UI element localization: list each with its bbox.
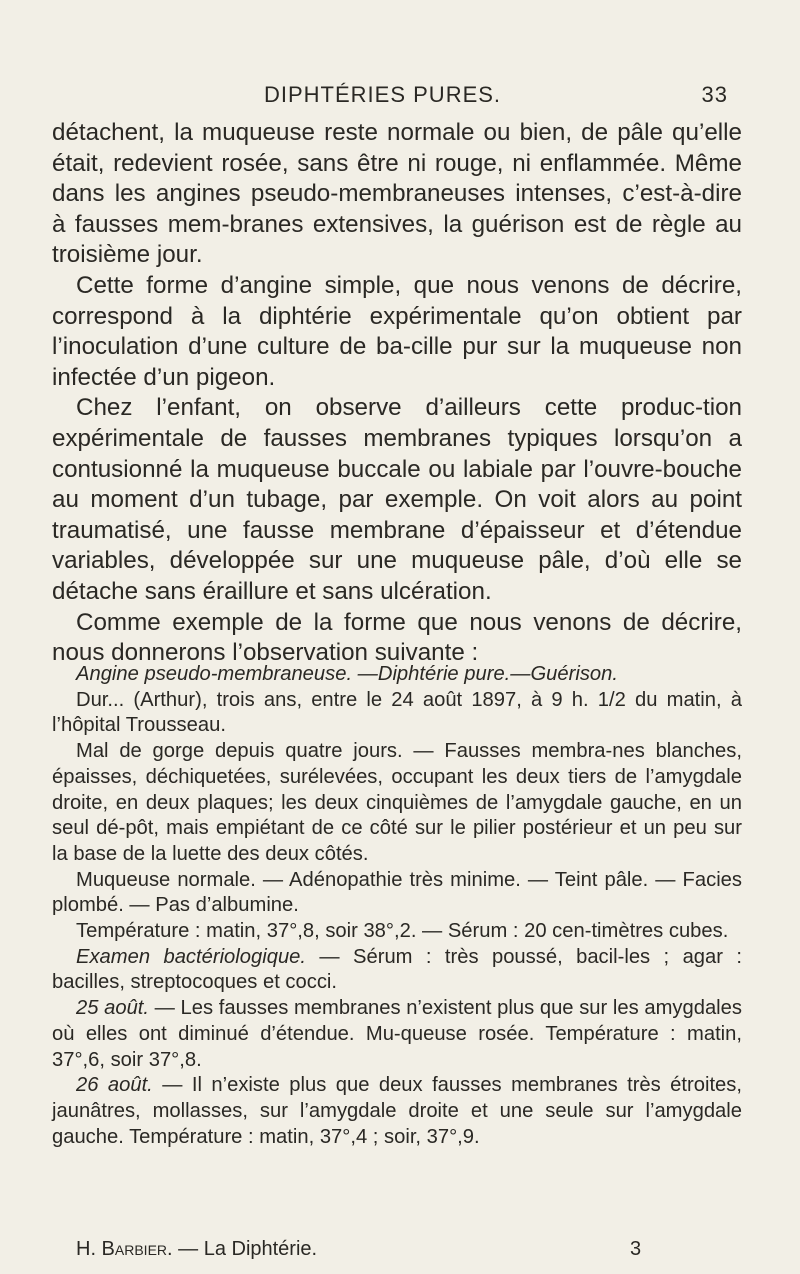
observation-bacteriology: [52, 945, 742, 996]
signature-mark: 3: [630, 1238, 642, 1260]
day-26-text: — Il n’existe plus que deux fausses membranes très étroites, jaunâtres, mollasses, sur l’amygdale droite et une seule sur l’amygdale gauche. Température : matin, 37°,4 ; soir, 37°,9.: [52, 1074, 742, 1148]
observation-heading: Angine pseudo-membraneuse. —Diphtérie pure.—Guérison.: [76, 663, 618, 685]
observation-day-26: [52, 1073, 742, 1150]
paragraph-1: détachent, la muqueuse reste normale ou bien, de pâle qu’elle était, redevient rosée, sans être ni rouge, ni enflammée. Même dans les angines pseudo-membraneuses intenses, c’est-à-dire à fausses mem-branes extensives, la guérison est de règle au troisième jour.: [52, 119, 742, 269]
observation-temperature: Température : matin, 37°,8, soir 38°,2. — Sérum : 20 cen-timètres cubes.: [76, 920, 729, 943]
paragraph-2: Cette forme d’angine simple, que nous venons de décrire, correspond à la diphtérie expérimentale qu’on obtient par l’inoculation d’une culture de ba-cille pur sur la muqueuse non infectée d’un pigeon.: [52, 271, 742, 391]
observation-symptoms: Mal de gorge depuis quatre jours. — Fausses membra-nes blanches, épaisses, déchiquetées, surélevées, occupant les deux tiers de l’amygdale droite, en deux plaques; les deux cinquièmes de l’amygdale gauche, en un seul dé-pôt, mais empiétant de ce côté sur le pilier postérieur et un peu sur la base de la luette des deux côtés.: [52, 740, 742, 865]
day-25-label: 25 août.: [76, 997, 150, 1020]
running-header: [64, 82, 728, 114]
paragraph-3: Chez l’enfant, on observe d’ailleurs cette produc-tion expérimentale de fausses membranes typiques lorsqu’on a contusionné la muqueuse buccale ou labiale par l’ouvre-bouche au moment d’un tubage, par exemple. On voit alors au point traumatisé, une fausse membrane d’épaisseur et d’étendue variables, développée sur une muqueuse pâle, d’où elle se détache sans éraillure et sans ulcération.: [52, 394, 742, 605]
page-footer: [76, 1238, 642, 1261]
bacteriology-text: — Sérum : très poussé, bacil-les ; agar : bacilles, streptocoques et cocci.: [52, 945, 743, 994]
footer-author: H. Barbier.: [76, 1238, 173, 1260]
paragraph-4: Comme exemple de la forme que nous venons de décrire, nous donnerons l’observation suivante :: [52, 608, 742, 667]
clinical-observation: [52, 662, 742, 1150]
observation-admission: Dur... (Arthur), trois ans, entre le 24 août 1897, à 9 h. 1/2 du matin, à l’hôpital Trousseau.: [52, 688, 742, 737]
observation-day-25: [52, 996, 742, 1073]
day-25-text: — Les fausses membranes n’existent plus que sur les amygdales où elles ont diminué d’étendue. Mu-queuse rosée. Température : matin, 37°,6, soir 37°,8.: [52, 997, 742, 1071]
observation-signs: Muqueuse normale. — Adénopathie très minime. — Teint pâle. — Facies plombé. — Pas d’albumine.: [52, 868, 742, 917]
page-number: 33: [701, 82, 728, 107]
footer-book-title: — La Diphtérie.: [172, 1238, 318, 1260]
day-26-label: 26 août.: [76, 1074, 153, 1097]
running-title: DIPHTÉRIES PURES.: [264, 82, 502, 107]
bacteriology-label: Examen bactériologique.: [76, 945, 307, 968]
main-text: [52, 118, 742, 669]
